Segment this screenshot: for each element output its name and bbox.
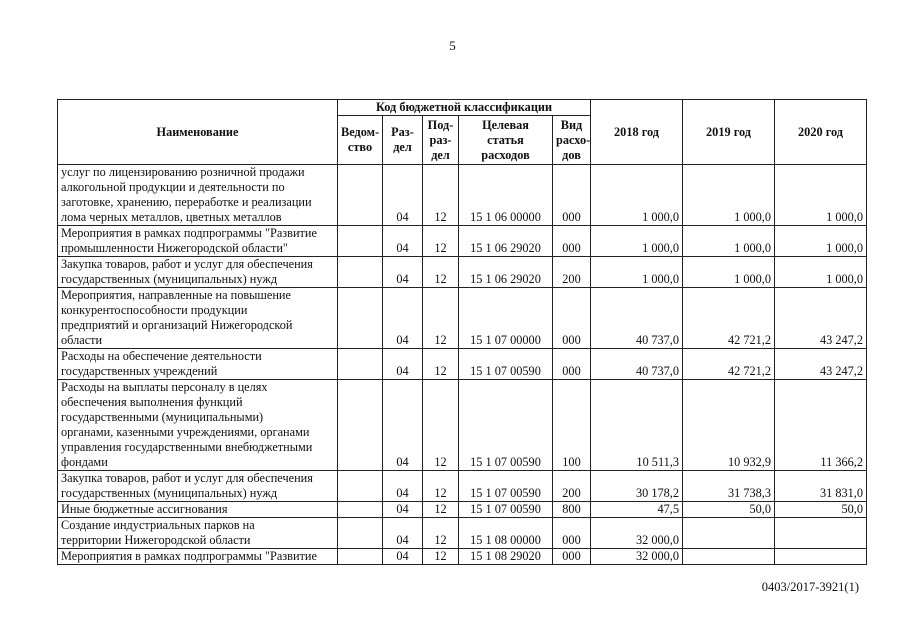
row-name-line: промышленности Нижегородской области" [61, 241, 288, 255]
amount-2020-cell: 11 366,2 [775, 380, 867, 471]
table-row [58, 471, 867, 502]
row-name-line: государственными (муниципальными) [61, 410, 264, 424]
razdel-cell: 04 [383, 257, 423, 288]
razdel-cell: 04 [383, 165, 423, 226]
amount-2018-cell: 40 737,0 [591, 349, 683, 380]
amount-2018-cell: 47,5 [591, 502, 683, 518]
expense-type-cell: 000 [553, 165, 591, 226]
row-name-line: органами, казенными учреждениями, органами [61, 425, 310, 439]
header-vedomstvo [338, 116, 383, 165]
amount-2019-cell: 42 721,2 [683, 288, 775, 349]
amount-2020-cell: 43 247,2 [775, 288, 867, 349]
amount-2020-cell: 43 247,2 [775, 349, 867, 380]
amount-2018-cell: 32 000,0 [591, 518, 683, 549]
podrazdel-cell: 12 [423, 349, 459, 380]
podrazdel-cell: 12 [423, 549, 459, 565]
expense-type-cell: 000 [553, 288, 591, 349]
header-line: дел [431, 147, 450, 162]
amount-2019-cell: 42 721,2 [683, 349, 775, 380]
document-code: 0403/2017-3921(1) [761, 580, 859, 594]
table-row [58, 380, 867, 471]
amount-2019-cell: 50,0 [683, 502, 775, 518]
header-line: Под- [427, 117, 454, 132]
row-name-cell [58, 380, 338, 471]
header-row-group [58, 100, 867, 116]
expense-type-cell: 800 [553, 502, 591, 518]
row-name-cell [58, 349, 338, 380]
row-name-cell [58, 471, 338, 502]
expense-type-cell: 200 [553, 257, 591, 288]
amount-2020-cell [775, 518, 867, 549]
razdel-cell: 04 [383, 349, 423, 380]
row-name-line: фондами [61, 455, 108, 469]
row-name-line: лома черных металлов, цветных металлов [61, 210, 282, 224]
target-article-cell: 15 1 07 00590 [459, 502, 553, 518]
vedomstvo-cell [338, 471, 383, 502]
header-year-2020: 2020 год [775, 100, 867, 165]
podrazdel-cell: 12 [423, 165, 459, 226]
vedomstvo-cell [338, 257, 383, 288]
header-line: статья [487, 132, 524, 147]
row-name-line: Иные бюджетные ассигнования [61, 502, 228, 516]
header-year-2019: 2019 год [683, 100, 775, 165]
table-row [58, 349, 867, 380]
amount-2018-cell: 1 000,0 [591, 226, 683, 257]
amount-2019-cell: 1 000,0 [683, 226, 775, 257]
razdel-cell: 04 [383, 471, 423, 502]
amount-2019-cell: 10 932,9 [683, 380, 775, 471]
amount-2018-cell: 32 000,0 [591, 549, 683, 565]
table-row [58, 257, 867, 288]
row-name-cell [58, 518, 338, 549]
table-row [58, 165, 867, 226]
vedomstvo-cell [338, 165, 383, 226]
podrazdel-cell: 12 [423, 471, 459, 502]
amount-2018-cell: 1 000,0 [591, 257, 683, 288]
razdel-cell: 04 [383, 288, 423, 349]
row-name-line: услуг по лицензированию розничной продажи [61, 165, 305, 179]
razdel-cell: 04 [383, 380, 423, 471]
header-line: дов [562, 147, 581, 162]
page-number: 5 [449, 38, 456, 53]
amount-2019-cell [683, 518, 775, 549]
row-name-line: государственных учреждений [61, 364, 218, 378]
row-name-line: конкурентоспособности продукции [61, 303, 248, 317]
amount-2019-cell: 31 738,3 [683, 471, 775, 502]
podrazdel-cell: 12 [423, 226, 459, 257]
header-line: дел [393, 140, 412, 154]
podrazdel-cell: 12 [423, 502, 459, 518]
row-name-line: Мероприятия, направленные на повышение [61, 288, 291, 302]
row-name-cell [58, 288, 338, 349]
row-name-line: области [61, 333, 103, 347]
header-line: Вид [560, 117, 583, 132]
row-name-line: заготовке, хранению, переработке и реализации [61, 195, 312, 209]
vedomstvo-cell [338, 226, 383, 257]
target-article-cell: 15 1 08 29020 [459, 549, 553, 565]
expense-type-cell: 100 [553, 380, 591, 471]
table-row [58, 288, 867, 349]
target-article-cell: 15 1 07 00590 [459, 380, 553, 471]
amount-2020-cell: 50,0 [775, 502, 867, 518]
amount-2020-cell: 1 000,0 [775, 165, 867, 226]
row-name-cell [58, 502, 338, 518]
row-name-line: Закупка товаров, работ и услуг для обеспечения [61, 257, 313, 271]
row-name-cell [58, 226, 338, 257]
row-name-line: предприятий и организаций Нижегородской [61, 318, 293, 332]
header-line: Ведом- [341, 125, 380, 139]
row-name-line: государственных (муниципальных) нужд [61, 486, 278, 500]
table-row [58, 518, 867, 549]
header-target-article [459, 116, 553, 165]
amount-2019-cell: 1 000,0 [683, 257, 775, 288]
header-razdel [383, 116, 423, 165]
target-article-cell: 15 1 06 29020 [459, 257, 553, 288]
table-row [58, 502, 867, 518]
row-name-line: Мероприятия в рамках подпрограммы "Развитие [61, 226, 317, 240]
vedomstvo-cell [338, 380, 383, 471]
vedomstvo-cell [338, 549, 383, 565]
amount-2018-cell: 10 511,3 [591, 380, 683, 471]
amount-2018-cell: 40 737,0 [591, 288, 683, 349]
row-name-line: алкогольной продукции и деятельности по [61, 180, 285, 194]
expense-type-cell: 000 [553, 549, 591, 565]
expense-type-cell: 000 [553, 226, 591, 257]
vedomstvo-cell [338, 288, 383, 349]
razdel-cell: 04 [383, 518, 423, 549]
amount-2020-cell: 1 000,0 [775, 226, 867, 257]
row-name-line: территории Нижегородской области [61, 533, 251, 547]
expense-type-cell: 000 [553, 349, 591, 380]
target-article-cell: 15 1 08 00000 [459, 518, 553, 549]
podrazdel-cell: 12 [423, 257, 459, 288]
row-name-line: обеспечения выполнения функций [61, 395, 243, 409]
amount-2020-cell: 1 000,0 [775, 257, 867, 288]
header-name: Наименование [58, 100, 338, 165]
table-row [58, 226, 867, 257]
amount-2018-cell: 30 178,2 [591, 471, 683, 502]
vedomstvo-cell [338, 502, 383, 518]
row-name-line: Создание индустриальных парков на [61, 518, 255, 532]
header-line: Целевая [482, 117, 529, 132]
vedomstvo-cell [338, 518, 383, 549]
target-article-cell: 15 1 07 00590 [459, 349, 553, 380]
row-name-line: Мероприятия в рамках подпрограммы "Развитие [61, 549, 317, 563]
row-name-line: Расходы на выплаты персоналу в целях [61, 380, 268, 394]
amount-2018-cell: 1 000,0 [591, 165, 683, 226]
budget-table [57, 99, 867, 565]
target-article-cell: 15 1 06 29020 [459, 226, 553, 257]
table-body [58, 165, 867, 565]
expense-type-cell: 200 [553, 471, 591, 502]
amount-2019-cell [683, 549, 775, 565]
header-budget-classification-code: Код бюджетной классификации [338, 100, 591, 116]
row-name-cell [58, 257, 338, 288]
target-article-cell: 15 1 06 00000 [459, 165, 553, 226]
header-line: Раз- [391, 125, 414, 139]
razdel-cell: 04 [383, 549, 423, 565]
header-line: расходов [481, 147, 530, 162]
podrazdel-cell: 12 [423, 380, 459, 471]
header-year-2018: 2018 год [591, 100, 683, 165]
row-name-line: Закупка товаров, работ и услуг для обеспечения [61, 471, 313, 485]
row-name-cell [58, 549, 338, 565]
razdel-cell: 04 [383, 226, 423, 257]
row-name-line: Расходы на обеспечение деятельности [61, 349, 262, 363]
amount-2019-cell: 1 000,0 [683, 165, 775, 226]
target-article-cell: 15 1 07 00000 [459, 288, 553, 349]
vedomstvo-cell [338, 349, 383, 380]
target-article-cell: 15 1 07 00590 [459, 471, 553, 502]
row-name-cell [58, 165, 338, 226]
row-name-line: управления государственными внебюджетными [61, 440, 313, 454]
header-podrazdel [423, 116, 459, 165]
podrazdel-cell: 12 [423, 288, 459, 349]
header-line: ство [347, 140, 373, 154]
header-line: расхо- [556, 132, 591, 147]
row-name-line: государственных (муниципальных) нужд [61, 272, 278, 286]
header-line: раз- [429, 132, 452, 147]
podrazdel-cell: 12 [423, 518, 459, 549]
amount-2020-cell: 31 831,0 [775, 471, 867, 502]
header-expense-type [553, 116, 591, 165]
expense-type-cell: 000 [553, 518, 591, 549]
amount-2020-cell [775, 549, 867, 565]
table-row [58, 549, 867, 565]
razdel-cell: 04 [383, 502, 423, 518]
